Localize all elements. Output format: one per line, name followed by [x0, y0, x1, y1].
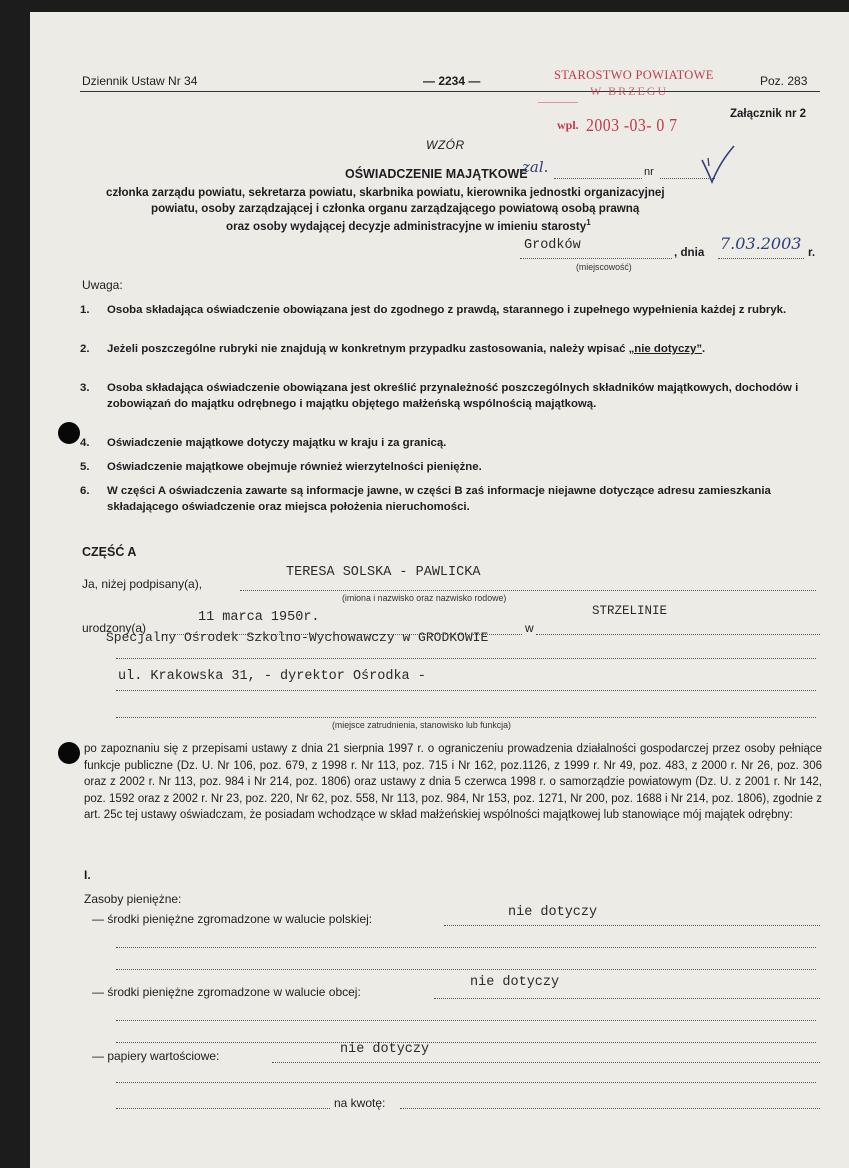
foreign-value: nie dotyczy [470, 975, 560, 990]
form-title: OŚWIADCZENIE MAJĄTKOWE [345, 167, 528, 181]
section-i-roman: I. [84, 868, 91, 882]
foreign-dots-2 [116, 1020, 816, 1021]
ja-label: Ja, niżej podpisany(a), [82, 577, 203, 591]
foreign-dots [434, 998, 820, 999]
wzor-label: WZÓR [426, 138, 465, 152]
section-i-title: Zasoby pieniężne: [84, 892, 182, 906]
annex-label: Załącznik nr 2 [730, 108, 807, 120]
birth-place-value: STRZELINIE [592, 604, 668, 618]
securities-dots [272, 1062, 820, 1063]
page-number: — 2234 — [423, 74, 481, 88]
handwritten-checkmark [698, 142, 738, 186]
place-caption: (miejscowość) [576, 262, 632, 272]
stamp-received-label: wpl. [557, 118, 579, 132]
amount-dots-left [116, 1108, 330, 1109]
header-rule [80, 91, 820, 92]
amount-label: na kwotę: [334, 1096, 386, 1110]
title-line-2: powiatu, osoby zarządzającej i członka organu zarządzającego powiatową osobą prawną [151, 202, 640, 215]
legal-declaration: po zapoznaniu się z przepisami ustawy z dnia 21 sierpnia 1997 r. o ograniczeniu prowadzenia działalności gospodarczej przez osoby pełniące funkcje publiczne (Dz. U. Nr 106, poz. 679, z 1998 r. Nr 113, poz. 715 i Nr 162, poz.1126, z 1999 r. Nr 49, poz. 483, z 2000 r. Nr 26, poz. 306 oraz z 2002 r. Nr 113, poz. 984 i Nr 214, poz. 1806) oraz ustawy z dnia 5 czerwca 1998 r. o samorządzie powiatowym (Dz. U. z 2001 r. Nr 142, poz. 1592 oraz z 2002 r. Nr 23, poz. 220, Nr 62, poz. 558, Nr 113, poz. 984, Nr 153, poz. 1271, Nr 200, poz. 1688 i Nr 214, poz. 1806), zgodnie z art. 25c tej ustawy oświadczam, że posiadam wchodzące w skład małżeńskiej wspólności majątkowej lub stanowiące mój majątek odrębny: [84, 743, 822, 822]
uwaga-label: Uwaga: [82, 278, 123, 292]
pln-value: nie dotyczy [508, 905, 598, 920]
securities-label: — papiery wartościowe: [92, 1049, 220, 1063]
employment-dots-1 [116, 658, 816, 659]
attachment-dots [554, 178, 642, 179]
place-dots [520, 258, 672, 259]
foreign-dots-3 [116, 1042, 816, 1043]
dnia-label: , dnia [674, 246, 705, 259]
pln-dots-3 [116, 969, 816, 970]
document-page: Dziennik Ustaw Nr 34 — 2234 — Poz. 283 STAROSTWO POWIATOWE W BRZEGU wpl. 2003 -03- 0 7 Załącznik nr 2 WZÓR OŚWIADCZENIE MAJĄTKOWE zal. nr członka zarządu powiatu, sekretarza powiatu, skarbnika powiatu, kierownika jednostki organizacyjnej powiatu, osoby zarządzającej i członka organu zarządzającego powiatową osobą prawną oraz osoby wydającej decyzje administracyjne w imieniu starosty$^1$ Grodków , dnia 7.03.2003 r. (miejscowość) Uwaga: 1. Osoba składająca oświadczenie obowiązana jest do zgodnego z prawdą, starannego i zupełnego wypełnienia każdej z rubryk. 2. Jeżeli poszczególne rubryki nie znajdują w konkretnym przypadku zastosowania, należy wpisać „nie dotyczy”. 3. Osoba składająca oświadczenie obowiązana jest określić przynależność poszczególnych składników majątkowych, dochodów i zobowiązań do majątku odrębnego i majątku objętego małżeńską wspólnością majątkową. 4. Oświadczenie majątkowe dotyczy majątku w kraju i za granicą. 5. Oświadczenie majątkowe obejmuje również wierzytelności pieniężne. 6. W części A oświadczenia zawarte są informacje jawne, w części B zaś informacje niejawne dotyczące adresu zamieszkania składającego oświadczenie oraz miejsca położenia nieruchomości. CZĘŚĆ A Ja, niżej podpisany(a), TERESA SOLSKA - PAWLICKA (imiona i nazwisko oraz nazwisko rodowe) urodzony(a) 11 marca 1950r. w STRZELINIE Specjalny Ośrodek Szkolno-Wychowawczy w GRODKOWIE ul. Krakowska 31, - dyrektor Ośrodka - (miejsce zatrudnienia, stanowisko lub funkcja) po zapoznaniu się z przepisami ustawy z dnia 21 sierpnia 1997 r. o ograniczeniu prowadzenia działalności gospodarczej przez osoby pełniące funkcje publiczne (Dz. U. Nr 106, poz. 679, z 1998 r. Nr 113, poz. 715 i Nr 162, poz.1126, z 1999 r. Nr 49, poz. 483, z 2000 r. Nr 26, poz. 306 oraz z 2002 r. Nr 113, poz. 984 i Nr 214, poz. 1806) oraz ustawy z dnia 5 czerwca 1998 r. o samorządzie powiatowym (Dz. U. z 2001 r. Nr 142, poz. 1592 oraz z 2002 r. Nr 23, poz. 220, Nr 62, poz. 558, Nr 113, poz. 984, Nr 153, poz. 1271, Nr 200, poz. 1688 i Nr 214, poz. 1806), zgodnie z art. 25c tej ustawy oświadczam, że posiadam wchodzące w skład małżeńskiej wspólności majątkowej lub stanowiące mój majątek odrębny: I. Zasoby pieniężne: — środki pieniężne zgromadzone w walucie polskiej: nie dotyczy — środki pieniężne zgromadzone w walucie obcej: nie dotyczy — papiery wartościowe: nie dotyczy na kwotę: [30, 12, 849, 1168]
w-label: w [525, 621, 534, 635]
punch-hole [58, 422, 80, 444]
foreign-label: — środki pieniężne zgromadzone w walucie obcej: [92, 985, 361, 999]
birth-place-dots [536, 634, 820, 635]
stamp-city: W BRZEGU [590, 84, 669, 98]
pln-dots-2 [116, 947, 816, 948]
employment-dots-3 [116, 717, 816, 718]
securities-value: nie dotyczy [340, 1042, 430, 1057]
punch-hole [58, 742, 80, 764]
stamp-received-date: 2003 -03- 0 7 [586, 115, 678, 135]
pln-label: — środki pieniężne zgromadzone w walucie polskiej: [92, 912, 373, 926]
name-dots [240, 590, 816, 591]
attachment-nr-label: nr [644, 166, 654, 178]
amount-dots-right [400, 1108, 820, 1109]
date-suffix: r. [808, 246, 816, 259]
attachment-prefix: zal. [522, 158, 549, 176]
birth-date-value: 11 marca 1950r. [198, 610, 320, 625]
place-value: Grodków [524, 238, 581, 253]
journal-title: Dziennik Ustaw Nr 34 [82, 74, 198, 88]
position-number: Poz. 283 [760, 74, 808, 88]
date-value: 7.03.2003 [720, 234, 802, 253]
part-a-heading: CZĘŚĆ A [82, 545, 137, 559]
stamp-office: STAROSTWO POWIATOWE [554, 68, 714, 82]
title-line-3: oraz osoby wydającej decyzje administracyjne w imieniu starosty$^1$ [226, 218, 591, 233]
title-line-1: członka zarządu powiatu, sekretarza powiatu, skarbnika powiatu, kierownika jednostki organizacyjnej [106, 186, 665, 199]
employment-dots-2 [116, 690, 816, 691]
securities-dots-2 [116, 1082, 816, 1083]
date-dots [718, 258, 804, 259]
name-value: TERESA SOLSKA - PAWLICKA [286, 565, 481, 580]
employment-line-2: ul. Krakowska 31, - dyrektor Ośrodka - [118, 669, 426, 684]
stamp-mark [538, 88, 578, 103]
name-caption: (imiona i nazwisko oraz nazwisko rodowe) [342, 593, 507, 603]
born-label: urodzony(a) [82, 621, 147, 635]
employment-caption: (miejsce zatrudnienia, stanowisko lub funkcja) [332, 720, 511, 730]
pln-dots [444, 925, 820, 926]
employment-line-1: Specjalny Ośrodek Szkolno-Wychowawczy w GRODKOWIE [106, 630, 489, 645]
